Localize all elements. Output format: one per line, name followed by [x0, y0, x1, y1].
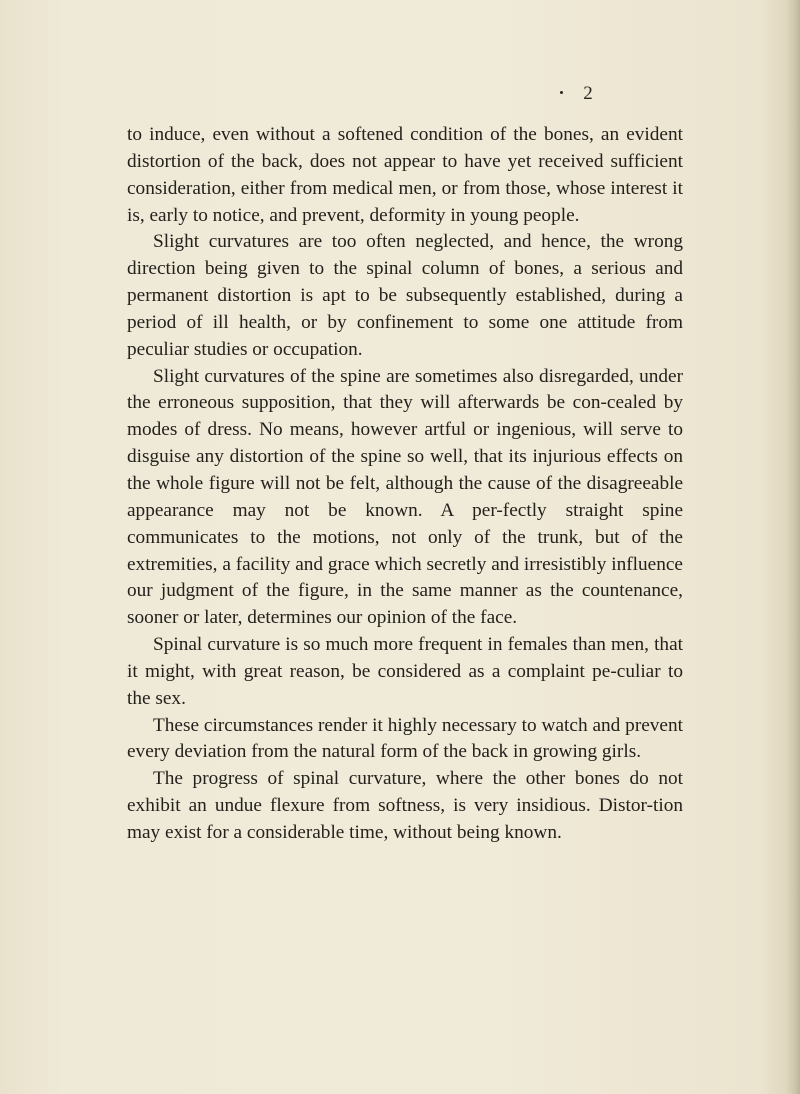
paragraph-continuation: to induce, even without a softened condition of the bones, an evident distortion of the back, does not appear to have yet received sufficient consideration, either from medical men, or from those, whose interest it is, early to notice, and prevent, deformity in young people. [127, 124, 683, 226]
page-number [576, 83, 600, 105]
page-number-dot [560, 91, 563, 94]
page-number-text: 2 [583, 83, 593, 104]
paragraph-slight-curvatures-disregarded: Slight curvatures of the spine are sometimes also disregarded, under the erroneous supposition, that they will afterwards be con-cealed by modes of dress. No means, however artful or ingenious, will serve to disguise any distortion of the spine so well, that its injurious effects on the whole figure will not be felt, although the cause of the disagreeable appearance may not be known. A per-fectly straight spine communicates to the motions, not only of the trunk, but of the extremities, a facility and grace which secretly and irresistibly influence our judgment of the figure, in the same manner as the countenance, sooner or later, determines our opinion of the face. [127, 365, 683, 629]
paragraph-slight-curvatures-neglected: Slight curvatures are too often neglected, and hence, the wrong direction being given to the spinal column of bones, a serious and permanent distortion is apt to be subsequently established, during a period of ill health, or by confinement to some one attitude from peculiar studies or occupation. [127, 231, 683, 360]
body-text [127, 122, 683, 847]
paragraph-spinal-curvature-females: Spinal curvature is so much more frequent in females than men, that it might, with great reason, be considered as a complaint pe-culiar to the sex. [127, 634, 683, 709]
paragraph-progress: The progress of spinal curvature, where the other bones do not exhibit an undue flexure from softness, is very insidious. Distor-tion may exist for a considerable time, without being known. [127, 768, 683, 843]
paragraph-circumstances: These circumstances render it highly necessary to watch and prevent every deviation from the natural form of the back in growing girls. [127, 714, 683, 763]
page-edge-shadow [786, 0, 800, 1094]
